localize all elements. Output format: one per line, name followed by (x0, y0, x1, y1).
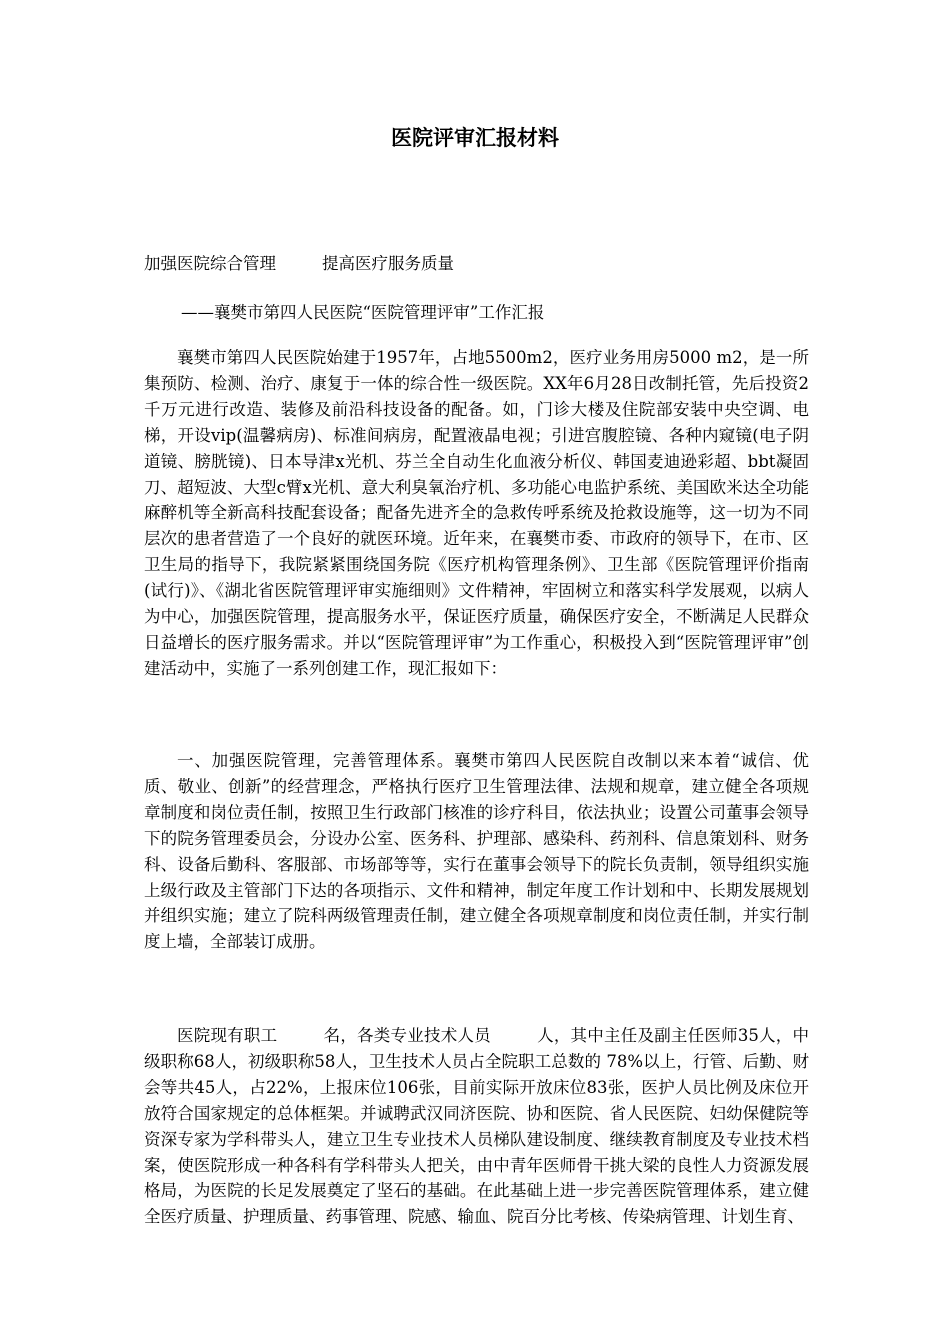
paragraph-staff-part-b: 名，各类专业技术人员 (323, 1026, 491, 1045)
paragraph-staff (144, 1023, 809, 1230)
paragraph-management: 一、加强医院管理，完善管理体系。襄樊市第四人民医院自改制以来本着“诚信、优质、敬业、创新”的经营理念，严格执行医疗卫生管理法律、法规和规章，建立健全各项规章制度和岗位责任制，按照卫生行政部门核准的诊疗科目，依法执业；设置公司董事会领导下的院务管理委员会，分设办公室、医务科、护理部、感染科、药剂科、信息策划科、财务科、设备后勤科、客服部、市场部等等，实行在董事会领导下的院长负责制，领导组织实施上级行政及主管部门下达的各项指示、文件和精神，制定年度工作计划和中、长期发展规划并组织实施；建立了院科两级管理责任制，建立健全各项规章制度和岗位责任制，并实行制度上墙，全部装订成册。 (144, 751, 809, 952)
heading-right: 提高医疗服务质量 (322, 254, 454, 273)
heading-left: 加强医院综合管理 (144, 254, 276, 273)
document-heading (144, 250, 454, 274)
paragraph-intro: 襄樊市第四人民医院始建于1957年，占地5500m2，医疗业务用房5000 m2，是一所集预防、检测、治疗、康复于一体的综合性一级医院。XX年6月28日改制托管，先后投资2千万元进行改造、装修及前沿科技设备的配备。如，门诊大楼及住院部安装中央空调、电梯，开设vip(温馨病房)、标准间病房，配置液晶电视；引进宫腹腔镜、各种内窥镜(电子阴道镜、膀胱镜)、日本导津x光机、芬兰全自动生化血液分析仪、韩国麦迪逊彩超、bbt凝固刀、超短波、大型c臂x光机、意大利臭氧治疗机、多功能心电监护系统、美国欧米达全功能麻醉机等全新高科技配套设备；配备先进齐全的急救传呼系统及抢救设施等，这一切为不同层次的患者营造了一个良好的就医环境。近年来，在襄樊市委、市政府的领导下，在市、区卫生局的指导下，我院紧紧围绕国务院《医疗机构管理条例》、卫生部《医院管理评价指南(试行)》、《湖北省医院管理评审实施细则》文件精神，牢固树立和落实科学发展观，以病人为中心，加强医院管理，提高服务水平，保证医疗质量，确保医疗安全，不断满足人民群众日益增长的医疗服务需求。并以“医院管理评审”为工作重心，积极投入到“医院管理评审”创建活动中，实施了一系列创建工作，现汇报如下： (144, 348, 809, 678)
paragraph-staff-part-a: 医院现有职工 (177, 1026, 278, 1045)
document-subtitle: ——襄樊市第四人民医院“医院管理评审”工作汇报 (181, 303, 545, 322)
document-title: 医院评审汇报材料 (391, 126, 559, 150)
paragraph-staff-part-c: 人，其中主任及副主任医师35人，中级职称68人，初级职称58人，卫生技术人员占全院职工总数的 78%以上，行管、后勤、财会等共45人，占22%，上报床位106张，目前实际开放床位83张，医护人员比例及床位开放符合国家规定的总体框架。并诚聘武汉同济医院、协和医院、省人民医院、妇幼保健院等资深专家为学科带头人，建立卫生专业技术人员梯队建设制度、继续教育制度及专业技术档案，使医院形成一种各科有学科带头人把关，由中青年医师骨干挑大梁的良性人力资源发展格局，为医院的长足发展奠定了坚石的基础。在此基础上进一步完善医院管理体系，建立健全医疗质量、护理质量、药事管理、院感、输血、院百分比考核、传染病管理、计划生育、 (144, 1026, 810, 1227)
